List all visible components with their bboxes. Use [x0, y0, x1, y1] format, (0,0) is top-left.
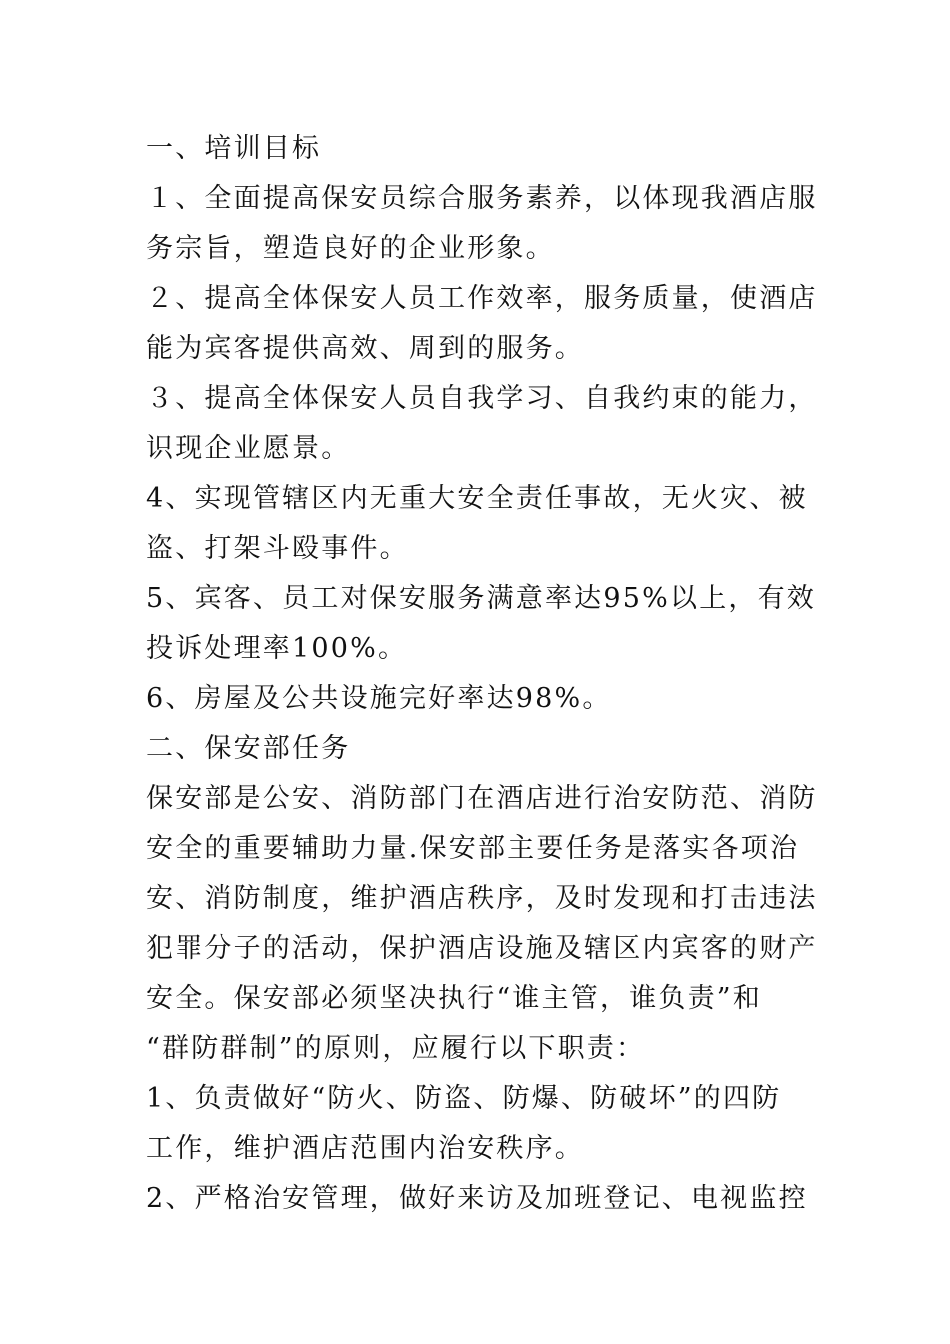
text-line: 投诉处理率100%。: [146, 633, 408, 664]
text-line: 盗、打架斗殴事件。: [146, 533, 409, 564]
document-body: [146, 124, 818, 1224]
text-line: 安全。保安部必须坚决执行“谁主管，谁负责”和: [146, 983, 763, 1014]
text-line: 识现企业愿景。: [146, 433, 351, 464]
text-line: 5、宾客、员工对保安服务满意率达95%以上，有效: [146, 583, 816, 614]
section-heading-training-goals: 一、培训目标: [146, 133, 322, 164]
text-line: 能为宾客提供高效、周到的服务。: [146, 333, 584, 364]
text-line: 务宗旨，塑造良好的企业形象。: [146, 233, 555, 264]
text-line: １、全面提高保安员综合服务素养，以体现我酒店服: [146, 183, 818, 214]
text-line: 工作，维护酒店范围内治安秩序。: [146, 1133, 584, 1164]
text-line: 保安部是公安、消防部门在酒店进行治安防范、消防: [146, 783, 818, 814]
text-line: 安、消防制度，维护酒店秩序，及时发现和打击违法: [146, 883, 818, 914]
text-line: 2、严格治安管理，做好来访及加班登记、电视监控: [146, 1183, 808, 1214]
text-line: “群防群制”的原则，应履行以下职责：: [146, 1033, 646, 1064]
text-line: 1、负责做好“防火、防盗、防爆、防破坏”的四防: [146, 1083, 782, 1114]
text-line: 安全的重要辅助力量.保安部主要任务是落实各项治: [146, 833, 800, 864]
text-line: 4、实现管辖区内无重大安全责任事故，无火灾、被: [146, 483, 808, 514]
section-heading-security-tasks: 二、保安部任务: [146, 733, 351, 764]
text-line: 犯罪分子的活动，保护酒店设施及辖区内宾客的财产: [146, 933, 818, 964]
text-line: ２、提高全体保安人员工作效率，服务质量，使酒店: [146, 283, 818, 314]
text-line: ３、提高全体保安人员自我学习、自我约束的能力，: [146, 383, 818, 414]
text-line: 6、房屋及公共设施完好率达98%。: [146, 683, 612, 714]
